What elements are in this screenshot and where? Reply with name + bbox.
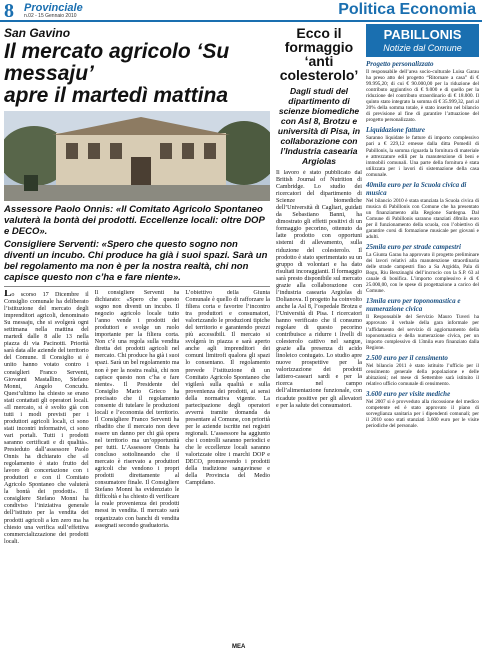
sidebar-item-heading: Liquidazione fatture bbox=[366, 126, 425, 135]
article-column-1 bbox=[4, 290, 89, 657]
page-number: 8 bbox=[4, 0, 14, 22]
headline-line-1: Il mercato agricolo ‘Su messaju’ bbox=[4, 40, 230, 85]
sidebar-pabillonis bbox=[366, 24, 479, 429]
sidebar-title: PABILLONIS bbox=[383, 27, 462, 42]
sidebar-item-heading: 2.500 euro per il censimento bbox=[366, 353, 448, 362]
sidebar-item-heading: 13mila euro per toponomastica e numerazione civica bbox=[366, 297, 461, 314]
sidebar-item-text: La Giunta Garau ha approvato il progetto preliminare dei lavori relativi alla manutenzione straordinaria delle strade campestri fino a Sa Argidda, Pala di Bogu, Riu Benzinaghi dell’incrocio con la S.P. 63 al canale di bonifica. L’importo complessivo è di € 25.000,00, con le spese di progettazione a carico del Comune. bbox=[366, 252, 479, 295]
article-columns bbox=[4, 290, 270, 657]
divider bbox=[4, 286, 270, 287]
sidebar-item-heading: 3.600 euro per visite mediche bbox=[366, 389, 451, 398]
sidebar-item-heading: 25mila euro per strade campestri bbox=[366, 243, 461, 252]
middle-deck: Dagli studi del dipartimento di scienze biomediche con Asl 8, Brotzu e università di Pisa, in collaborazione con l’Industria casearia Argiolas bbox=[277, 86, 361, 166]
town-hall-photo bbox=[4, 111, 270, 201]
masthead-logo: Provinciale bbox=[24, 2, 83, 14]
sidebar-banner bbox=[366, 24, 479, 57]
column-1-text: o scorso 17 Dicembre il Consiglio comunale ha deliberato l’istituzione del mercato degli imprenditori agricoli, denominato Su messaju, che si svolgerà ogni settimana nella mattina del martedì dalle 8 alle 13 nella piazza di via Pacinotti. Priorità sarà data alle aziende del territorio del Comune. Il Consiglio si è unito hanno votato contro i consiglieri Franco Serventi, Giovanni Mastallino, Stefano Monni, Angelo Concudu. Quest’ultimo ha chiesto se erano stati contattati gli operatori locali. «Il mercato, si è svolto già con tutti i modi previsti per i produttori agricoli locali, ci sono stati incontri informativi, ci sono vari portali. Tutti i prodotti saranno certificati e di qualità». Presieduto dall’assessore Paolo Onnis ha dichiarato che «il regolamento è stato frutto del lavoro di concertazione con i produttori e con il Comitato Agricolo Spontaneo che valuterà la bontà dei prodotti». Il consigliere Stefano Monni ha condiviso l’iniziativa generale dell’istituto per la vendita dei prodotti agricoli a km zero ma ha chiesto una verifica sull’effettiva commercializzazione dei prodotti locali. bbox=[4, 292, 89, 545]
article-deck-2: Consigliere Serventi: «Spero che questo sogno non diventi un incubo. Chi produce ha già i suoi spazi. Sarà un bel regolamento ma non è per la nostra realtà, chi non capisce questo non c’ha e fare niente». bbox=[4, 239, 268, 283]
sidebar-item-text: Il Responsabile del Servizio Mauro Tuveri ha approvato il verbale della gara informale per l’affidamento del servizio di aggiornamento della toponomastica e della numerazione civica, per un importo complessivo di 13mila euro finanziato dalla Regione. bbox=[366, 314, 479, 351]
headline-line-2: apre il martedì mattina bbox=[4, 84, 229, 107]
sidebar-subtitle: Notizie dal Comune bbox=[383, 43, 462, 53]
article-headline bbox=[4, 41, 270, 107]
sidebar-item-text: Nel 2007 si è provveduto alla riscossione del medico competente ed è stato approvato il piano di sorveglianza sanitaria per i dipendenti comunali; per il 2010 sono stati stanziati 3.600 euro per le visite periodiche del personale. bbox=[366, 398, 479, 430]
article-middle bbox=[276, 26, 362, 555]
sidebar-item-text: Saranno liquidate le fatture di importo complessivo pari a € 229,12 emesse dalla ditta Pomedil di Pabillonis, la somma riguarda la fornitura di materiale e attrezzature edili per la manutenzione di beni e immobili comunali. Una parte della fornitura è stata utilizzata per i lavori di sistemazione della casa comunale. bbox=[366, 135, 479, 178]
article-deck: Assessore Paolo Onnis: «Il Comitato Agricolo Spontaneo valuterà la bontà dei prodotti. Eccellenze locali: oltre DOP e DECO». bbox=[4, 204, 265, 237]
building-photo-illustration bbox=[4, 111, 270, 201]
middle-headline: Ecco il formaggio ‘anti colesterolo’ bbox=[279, 25, 359, 83]
sidebar-item-text: Nel bilancio 2011 è stato istituito l’ufficio per il censimento generale della popolazione e delle abitazioni; nel mese di Settembre sarà istituito il relativo ufficio comunale di censimento. bbox=[366, 362, 479, 387]
sidebar-item-heading: 40mila euro per la Scuola civica di musica bbox=[366, 180, 467, 197]
drop-cap: L bbox=[4, 290, 12, 299]
article-left bbox=[4, 26, 270, 657]
article-column-2: Il consigliere Serventi ha dichiarato: «Spero che questo sogno non diventi un incubo. Il negozio agricolo locale tutto l’anno vende i prodotti dei produttori e svolge un ruolo importante per la filiera corta. Non c’è una regola sulla vendita diretta dei prodotti agricoli nel mercato. Chi produce ha già i suoi spazi. Sarà un bel regolamento ma non è per la nostra realtà, chi non capisce questo non c’ha e fare niente». Il Presidente del Consiglio Mario Grieco ha precisato che il regolamento consente di tutelare le produzioni locali e l’economia del territorio. Il Consigliere Franco Serventi ha ribadito che il mercato non deve essere un danno per chi già opera nel territorio ma un’opportunità per tutti. L’Assessore Onnis ha concluso sottolineando che il mercato è riservato a produttori agricoli che vendono i propri prodotti direttamente al consumatore finale. Il Consigliere Stefano Monni ha evidenziato le difficoltà e ha chiesto di verificare la reale provenienza dei prodotti messi in vendita. Il mercato sarà organizzato con banchi di vendita assegnati secondo graduatoria. bbox=[94, 290, 180, 529]
article-column-3: L’obiettivo della Giunta Comunale è quello di rafforzare la filiera corta e favorire l’incontro tra produttori e consumatori, valorizzando le produzioni tipiche del territorio e garantendo prezzi più accessibili. Il mercato si svolgerà in piazza e sarà aperto anche agli imprenditori dei comuni limitrofi qualora gli spazi lo consentano. Il regolamento prevede l’istituzione di un Comitato Agricolo Spontaneo che vigilerà sulla qualità e sulla provenienza dei prodotti, ai sensi della normativa vigente. La partecipazione degli operatori avverrà tramite domanda da presentare al Comune, con priorità per le aziende iscritte nei registri regionali. L’assessore ha aggiunto che i controlli saranno periodici e che le eccellenze locali saranno valorizzate oltre i marchi DOP e DECO, promuovendo i prodotti della tradizione sangavinese e della Provincia del Medio Campidano. bbox=[185, 290, 271, 487]
sidebar-item-text: Il responsabile dell’area socio-culturale Luisa Garau ha preso atto del progetto “Ritornare a casa” di € 99.995,20; di cui € 90.000,00 per la riduzione del contributo aggiuntivo di € 9.000 e di quello per la riduzione del contributo straordinario di € 18.000. Il quinto stato integrato la somma di € 35.999,32, pari al 20% della somma totale, è stato inserito nel bilancio di previsione al fine di garantire l’attuazione del progetto personalizzato. bbox=[366, 69, 479, 124]
section-title: Politica Economia bbox=[338, 1, 476, 18]
sidebar-item-text: Nel bilancio 2010 è stata stanziata la Scuola civica di musica di Pabillonis con Comune che ha presentato un finanziamento alla Regione Sardegna. Dal Comune di Pabillonis saranno stanziati 40mila euro per il funzionamento della scuola, con l’obiettivo di garantire corsi di formazione musicale per giovani e adulti. bbox=[366, 197, 479, 241]
article-kicker: San Gavino bbox=[4, 26, 71, 40]
article-signature: MEA bbox=[232, 644, 246, 650]
sidebar-item-heading: Progetto personalizzato bbox=[366, 60, 434, 68]
middle-body: Il lavoro è stato pubblicato dal British Journal of Nutrition di Cambridge. Lo studio dei ricercatori del dipartimento di Scienze biomediche dell’Università di Cagliari, guidati da Sebastiano Banni, ha dimostrato gli effetti positivi di un formaggio pecorino, ottenuto da latte prodotto con opportuni sistemi di allevamento, sulla riduzione del colesterolo. Il prodotto è stato sperimentato su un gruppo di volontari e ha dato risultati incoraggianti. Il formaggio sarà presto disponibile sul mercato grazie alla collaborazione con l’industria casearia Argiolas di Dolianova. Il progetto ha coinvolto anche la Asl 8, l’ospedale Brotzu e l’Università di Pisa. I ricercatori hanno verificato che il consumo regolare di questo pecorino contribuisce a ridurre i livelli di colesterolo cattivo nel sangue, grazie alla presenza di acido linoleico coniugato. Lo studio apre nuove prospettive per la valorizzazione dei prodotti lattiero-caseari sardi e per la ricerca nel campo dell’alimentazione funzionale, con ricadute positive per gli allevatori e per la salute dei consumatori. bbox=[276, 170, 362, 409]
issue-date: n.02 - 15 Gennaio 2010 bbox=[24, 13, 77, 19]
page-header bbox=[0, 0, 482, 22]
